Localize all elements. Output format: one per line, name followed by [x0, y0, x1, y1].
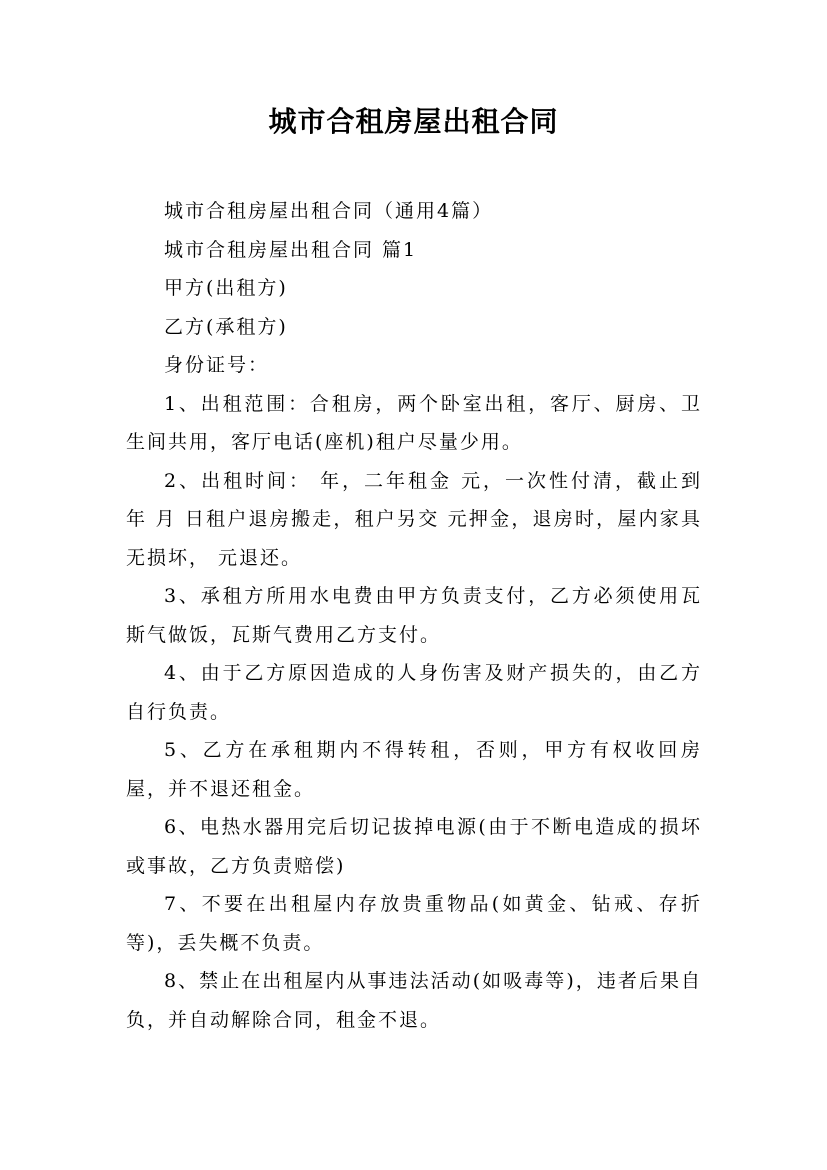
clause-7: 7、不要在出租屋内存放贵重物品(如黄金、钻戒、存折等)，丢失概不负责。 [126, 893, 702, 954]
clause-1: 1、出租范围：合租房，两个卧室出租，客厅、厨房、卫生间共用，客厅电话(座机)租户尽量少用。 [126, 392, 702, 453]
clause-8: 8、禁止在出租屋内从事违法活动(如吸毒等)，违者后果自负，并自动解除合同，租金不退。 [126, 970, 702, 1031]
clause-3: 3、承租方所用水电费由甲方负责支付，乙方必须使用瓦斯气做饭，瓦斯气费用乙方支付。 [126, 585, 702, 646]
clause-4: 4、由于乙方原因造成的人身伤害及财产损失的，由乙方自行负责。 [126, 662, 702, 723]
paragraph-id-number: 身份证号： [164, 354, 270, 376]
paragraph-party-a: 甲方(出租方) [164, 277, 288, 299]
paragraph-party-b: 乙方(承租方) [164, 315, 288, 338]
paragraph-section-heading: 城市合租房屋出租合同 篇1 [164, 238, 418, 261]
clause-5: 5、乙方在承租期内不得转租，否则，甲方有权收回房屋，并不退还租金。 [126, 739, 702, 800]
document-title: 城市合租房屋出租合同 [268, 105, 559, 138]
document-body [126, 192, 702, 1039]
paragraph-collection-title: 城市合租房屋出租合同（通用4篇） [164, 200, 494, 222]
clause-2: 2、出租时间： 年，二年租金 元，一次性付清，截止到 年 月 日租户退房搬走，租户另交 元押金，退房时，屋内家具无损坏， 元退还。 [126, 469, 702, 569]
clause-6: 6、电热水器用完后切记拔掉电源(由于不断电造成的损坏或事故，乙方负责赔偿) [126, 816, 702, 877]
